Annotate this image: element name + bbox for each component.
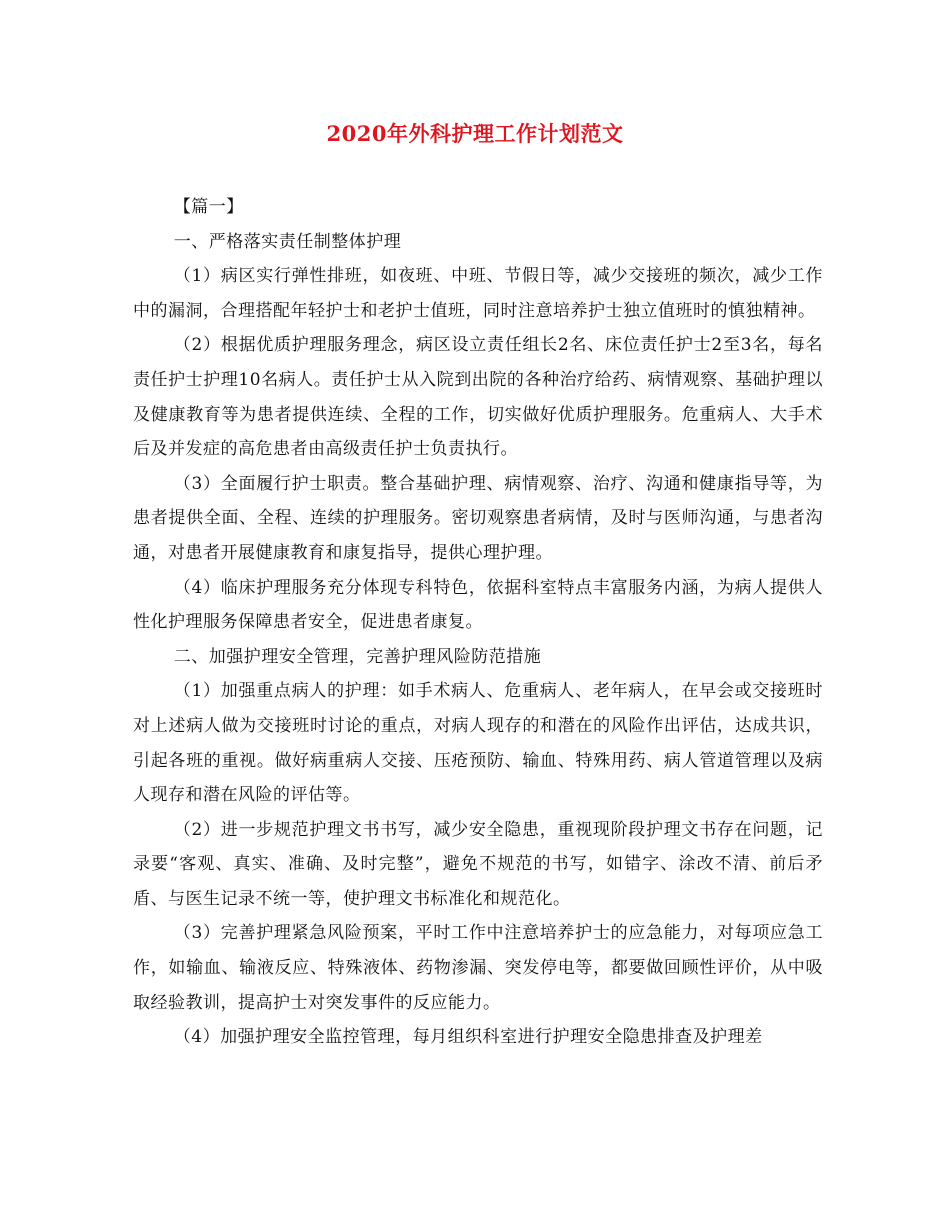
paragraph-1-1: （1）病区实行弹性排班，如夜班、中班、节假日等，减少交接班的频次，减少工作中的漏洞，合理搭配年轻护士和老护士值班，同时注意培养护士独立值班时的慎独精神。 (133, 266, 823, 321)
paragraph-1-2: （2）根据优质护理服务理念，病区设立责任组长2名、床位责任护士2至3名，每名责任护士护理10名病人。责任护士从入院到出院的各种治疗给药、病情观察、基础护理以及健康教育等为患者提供连续、全程的工作，切实做好优质护理服务。危重病人、大手术后及并发症的高危患者由高级责任护士负责执行。 (133, 335, 823, 460)
section-heading-2: 二、加强护理安全管理，完善护理风险防范措施 (173, 646, 542, 667)
paragraph-1-3: （3）全面履行护士职责。整合基础护理、病情观察、治疗、沟通和健康指导等，为患者提供全面、全程、连续的护理服务。密切观察患者病情，及时与医师沟通，与患者沟通，对患者开展健康教育和康复指导，提供心理护理。 (133, 473, 823, 563)
section-marker: 【篇一】 (173, 197, 244, 217)
document-title: 2020年外科护理工作计划范文 (326, 121, 624, 146)
paragraph-2-3: （3）完善护理紧急风险预案，平时工作中注意培养护士的应急能力，对每项应急工作，如输血、输液反应、特殊液体、药物渗漏、突发停电等，都要做回顾性评价，从中吸取经验教训，提高护士对突发事件的反应能力。 (133, 923, 823, 1013)
paragraph-2-1: （1）加强重点病人的护理：如手术病人、危重病人、老年病人，在早会或交接班时对上述病人做为交接班时讨论的重点，对病人现存的和潜在的风险作出评估，达成共识，引起各班的重视。做好病重病人交接、压疮预防、输血、特殊用药、病人管道管理以及病人现存和潜在风险的评估等。 (133, 681, 823, 806)
paragraph-2-2: （2）进一步规范护理文书书写，减少安全隐患，重视现阶段护理文书存在问题，记录要“客观、真实、准确、及时完整”，避免不规范的书写，如错字、涂改不清、前后矛盾、与医生记录不统一等，使护理文书标准化和规范化。 (133, 819, 823, 909)
paragraph-2-4: （4）加强护理安全监控管理，每月组织科室进行护理安全隐患排查及护理差 (173, 1027, 763, 1048)
paragraph-1-4: （4）临床护理服务充分体现专科特色，依据科室特点丰富服务内涵，为病人提供人性化护理服务保障患者安全，促进患者康复。 (133, 577, 823, 633)
section-heading-1: 一、严格落实责任制整体护理 (173, 231, 402, 252)
document-body (133, 190, 823, 1055)
